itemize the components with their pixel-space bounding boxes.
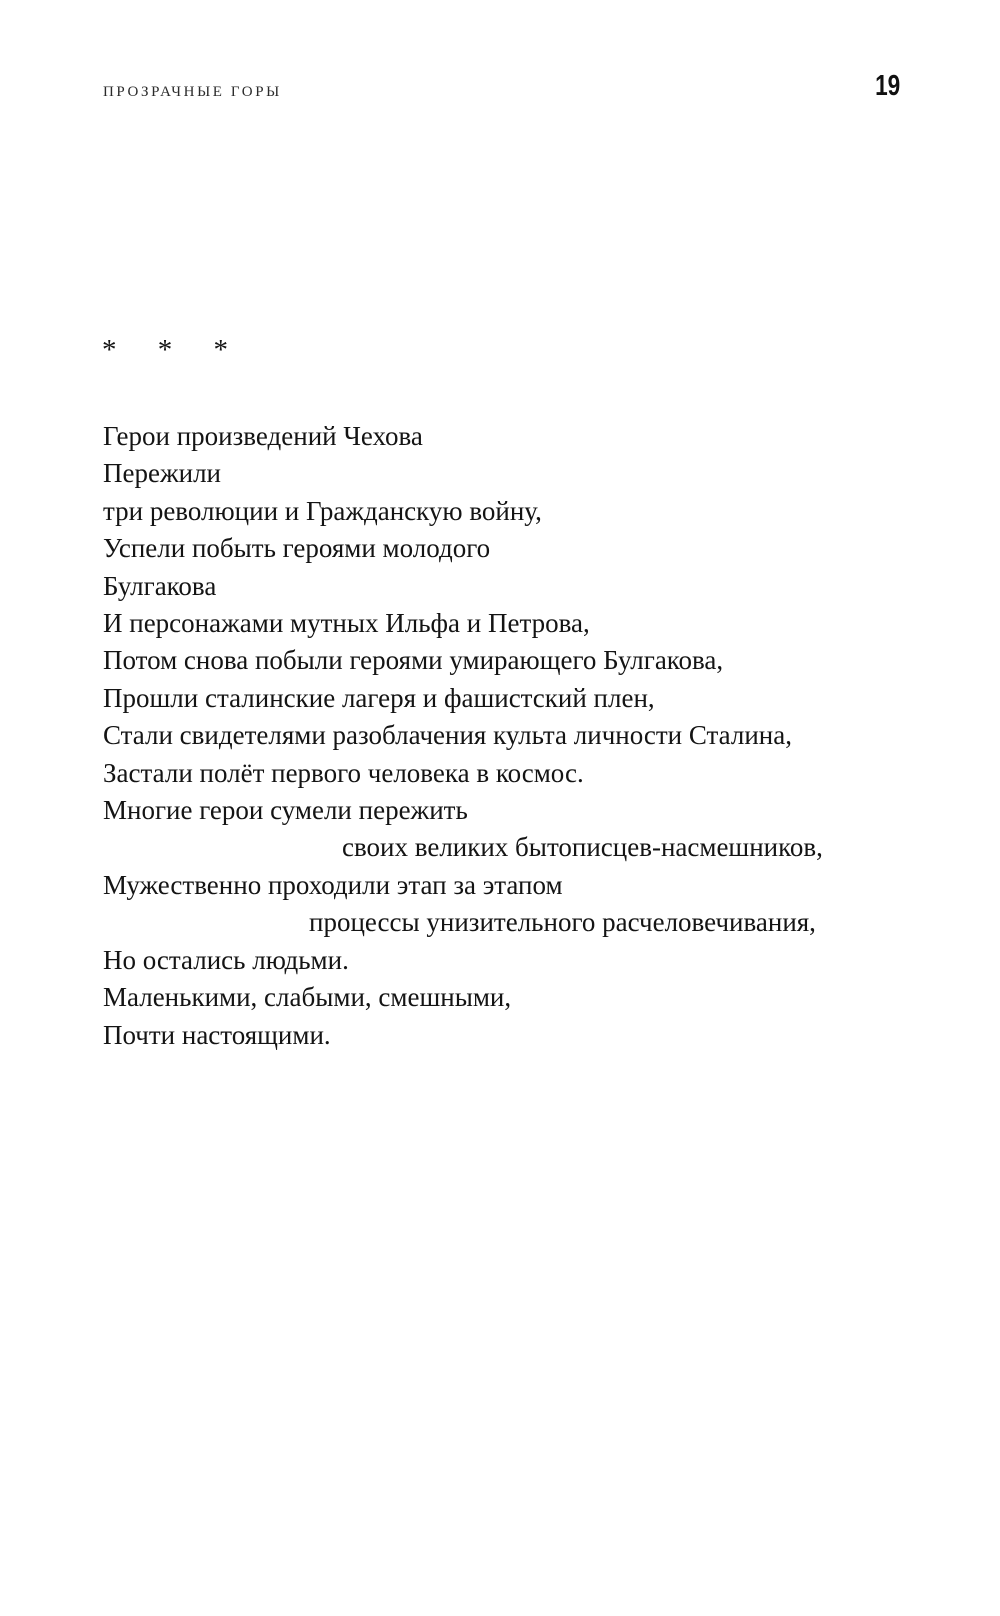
poem-line-indented: процессы унизительного расчеловечивания, — [309, 907, 816, 938]
poem-line: Но остались людьми. — [103, 944, 349, 975]
poem-line: Застали полёт первого человека в космос. — [103, 757, 584, 788]
poem-line: Герои произведений Чехова — [103, 421, 423, 451]
poem-line: Булгакова — [103, 570, 217, 601]
poem-line: Мужественно проходили этап за этапом — [103, 869, 563, 900]
poem-line: Маленькими, слабыми, смешными, — [103, 982, 512, 1013]
poem-line: И персонажами мутных Ильфа и Петрова, — [103, 608, 590, 639]
poem-line: три революции и Гражданскую войну, — [103, 495, 542, 526]
poem-line: Пережили — [103, 458, 221, 489]
page-number: 19 — [874, 70, 900, 102]
poem-line: Потом снова побыли героями умирающего Булгакова, — [103, 645, 724, 676]
poem-line: Успели побыть героями молодого — [103, 533, 491, 564]
poem-line: Стали свидетелями разоблачения культа личности Сталина, — [103, 720, 792, 751]
running-head-title: ПРОЗРАЧНЫЕ ГОРЫ — [103, 84, 282, 100]
poem-line: Многие герои сумели пережить — [103, 795, 468, 826]
section-separator: * * * — [102, 334, 245, 366]
poem-line-indented: своих великих бытописцев-насмешников, — [342, 832, 823, 863]
poem-line: Почти настоящими. — [103, 1019, 331, 1050]
poem-body — [103, 418, 913, 1054]
poem-line: Прошли сталинские лагеря и фашистский плен, — [103, 682, 655, 713]
